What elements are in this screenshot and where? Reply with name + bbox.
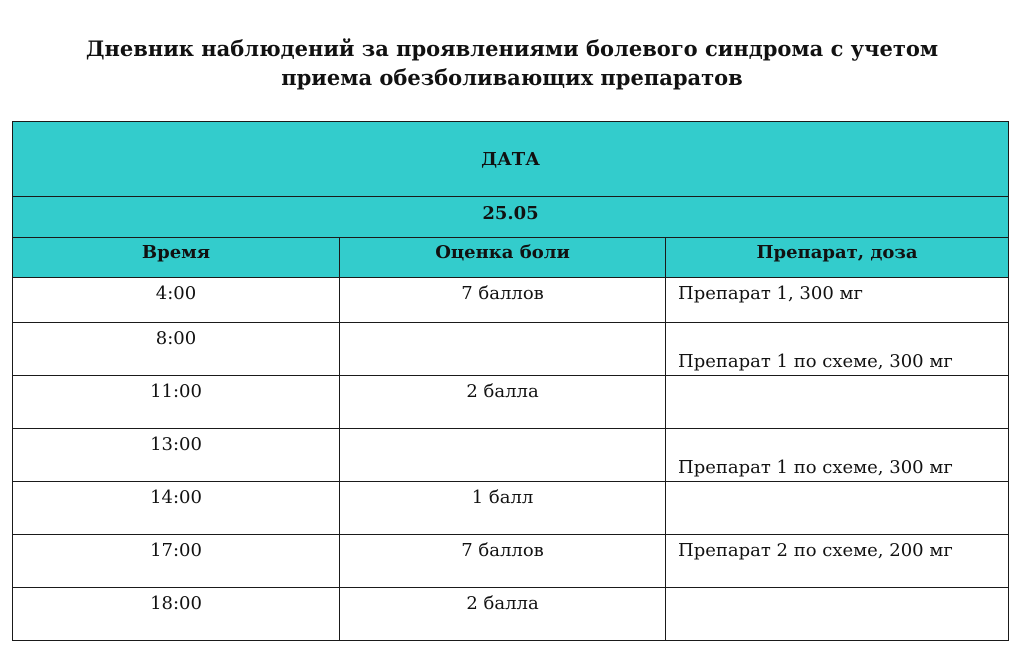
time-cell: 17:00 xyxy=(13,535,340,588)
pain-cell xyxy=(340,323,666,376)
drug-cell: Препарат 2 по схеме, 200 мг xyxy=(666,535,1009,588)
date-value: 25.05 xyxy=(482,203,539,224)
drug-cell: Препарат 1 по схеме, 300 мг xyxy=(666,429,1009,482)
table-row xyxy=(13,323,1009,376)
table-row xyxy=(13,429,1009,482)
drug-cell xyxy=(666,588,1009,641)
column-header-pain: Оценка боли xyxy=(340,238,666,278)
pain-diary-table xyxy=(12,121,1009,641)
pain-cell: 2 балла xyxy=(340,376,666,429)
table-row xyxy=(13,482,1009,535)
time-cell: 18:00 xyxy=(13,588,340,641)
time-cell: 8:00 xyxy=(13,323,340,376)
pain-cell: 2 балла xyxy=(340,588,666,641)
column-header-time: Время xyxy=(13,238,340,278)
pain-cell: 7 баллов xyxy=(340,535,666,588)
drug-cell xyxy=(666,376,1009,429)
pain-cell: 1 балл xyxy=(340,482,666,535)
time-cell: 4:00 xyxy=(13,278,340,323)
table-row xyxy=(13,376,1009,429)
date-value-cell xyxy=(13,197,1009,238)
table-row xyxy=(13,278,1009,323)
pain-cell xyxy=(340,429,666,482)
table-row xyxy=(13,588,1009,641)
document-title xyxy=(0,34,1024,92)
time-cell: 14:00 xyxy=(13,482,340,535)
drug-cell xyxy=(666,482,1009,535)
time-cell: 13:00 xyxy=(13,429,340,482)
time-cell: 11:00 xyxy=(13,376,340,429)
pain-cell: 7 баллов xyxy=(340,278,666,323)
date-header: ДАТА xyxy=(13,122,1009,197)
title-line-1: Дневник наблюдений за проявлениями болевого синдрома с учетом xyxy=(85,36,939,61)
title-line-2: приема обезболивающих препаратов xyxy=(281,65,743,90)
table-row xyxy=(13,535,1009,588)
drug-cell: Препарат 1, 300 мг xyxy=(666,278,1009,323)
drug-cell: Препарат 1 по схеме, 300 мг xyxy=(666,323,1009,376)
column-header-drug: Препарат, доза xyxy=(666,238,1009,278)
